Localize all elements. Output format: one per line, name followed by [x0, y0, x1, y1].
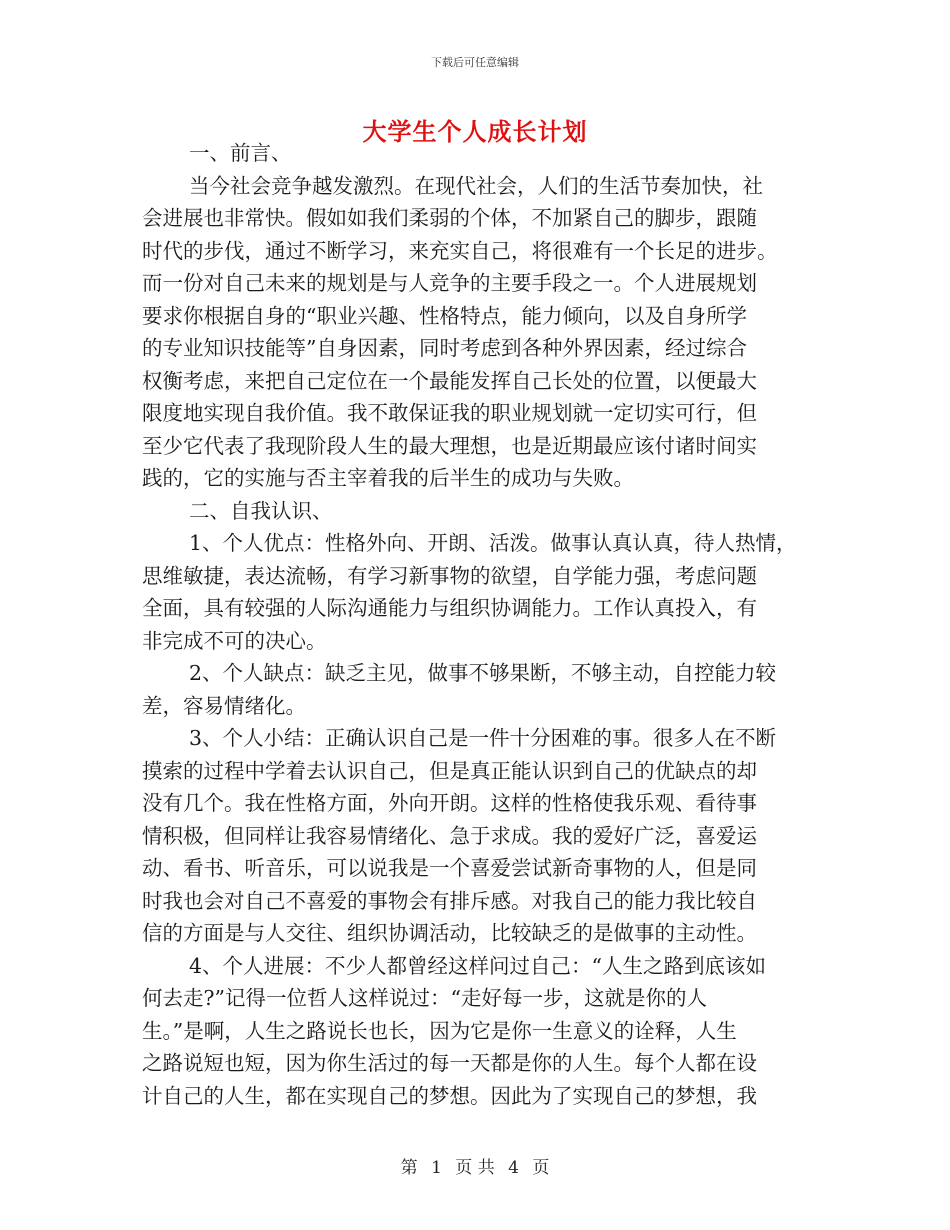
text-line: 4、个人进展：不少人都曾经这样问过自己：“人生之路到底该如 [189, 953, 767, 978]
text-line: 摸索的过程中学着去认识自己，但是真正能认识到自己的优缺点的却 [142, 758, 757, 783]
text-line: 一、前言、 [189, 141, 292, 165]
text-line: 没有几个。我在性格方面，外向开朗。这样的性格使我乐观、看待事 [142, 791, 757, 815]
text-line: 3、个人小结：正确认识自己是一件十分困难的事。很多人在不断 [189, 726, 777, 750]
text-line: 全面，具有较强的人际沟通能力与组织协调能力。工作认真投入，有 [142, 596, 757, 620]
text-line: 情积极，但同样让我容易情绪化、急于求成。我的爱好广泛，喜爱运 [142, 823, 757, 848]
footer-suffix: 页 [532, 1158, 550, 1178]
text-line: 至少它代表了我现阶段人生的最大理想，也是近期最应该付诸时间实 [142, 433, 757, 458]
text-line: 何去走?”记得一位哲人这样说过：“走好每一步，这就是你的人 [142, 986, 707, 1010]
footer-prefix: 第 [400, 1158, 418, 1178]
text-line: 权衡考虑，来把自己定位在一个最能发挥自己长处的位置，以便最大 [142, 368, 757, 393]
text-line: 之路说短也短，因为你生活过的每一天都是你的人生。每个人都在设 [142, 1051, 757, 1075]
page-footer [0, 1153, 950, 1178]
footer-total-pages: 4 [508, 1158, 519, 1178]
text-line: 时代的步伐，通过不断学习，来充实自己，将很难有一个长足的进步。 [142, 238, 778, 263]
text-line: 信的方面是与人交往、组织协调活动，比较缺乏的是做事的主动性。 [142, 921, 757, 945]
page-header: 下载后可任意编辑 [431, 56, 519, 69]
text-line: 限度地实现自我价值。我不敢保证我的职业规划就一定切实可行，但 [142, 401, 757, 425]
text-line: 当今社会竞争越发激烈。在现代社会，人们的生活节奏加快，社 [189, 173, 763, 198]
footer-page-number: 1 [431, 1158, 442, 1178]
text-line: 会进展也非常快。假如如我们柔弱的个体，不加紧自己的脚步，跟随 [142, 206, 757, 230]
text-line: 计自己的人生，都在实现自己的梦想。因此为了实现自己的梦想，我 [142, 1083, 757, 1108]
text-line: 时我也会对自己不喜爱的事物会有排斥感。对我自己的能力我比较自 [142, 888, 757, 913]
text-line: 差，容易情绪化。 [142, 693, 306, 718]
text-line: 而一份对自己未来的规划是与人竞争的主要手段之一。个人进展规划 [142, 271, 757, 295]
text-line: 的专业知识技能等”自身因素，同时考虑到各种外界因素，经过综合 [142, 336, 747, 360]
text-line: 生。”是啊，人生之路说长也长，因为它是你一生意义的诠释，人生 [142, 1018, 737, 1043]
text-line: 动、看书、听音乐，可以说我是一个喜爱尝试新奇事物的人，但是同 [142, 856, 757, 880]
text-line: 要求你根据自身的“职业兴趣、性格特点，能力倾向，以及自身所学 [142, 303, 747, 328]
document-body [142, 137, 822, 1112]
text-line: 思维敏捷，表达流畅，有学习新事物的欲望，自学能力强，考虑问题 [142, 563, 757, 588]
text-line: 1、个人优点：性格外向、开朗、活泼。做事认真认真，待人热情， [189, 531, 797, 555]
text-line: 非完成不可的决心。 [142, 628, 327, 653]
footer-middle: 页 共 [455, 1158, 495, 1178]
text-line: 二、自我认识、 [189, 498, 333, 523]
document-title: 大学生个人成长计划 [362, 117, 588, 146]
text-line: 2、个人缺点：缺乏主见，做事不够果断，不够主动，自控能力较 [189, 661, 777, 685]
text-line: 践的，它的实施与否主宰着我的后半生的成功与失败。 [142, 466, 634, 490]
